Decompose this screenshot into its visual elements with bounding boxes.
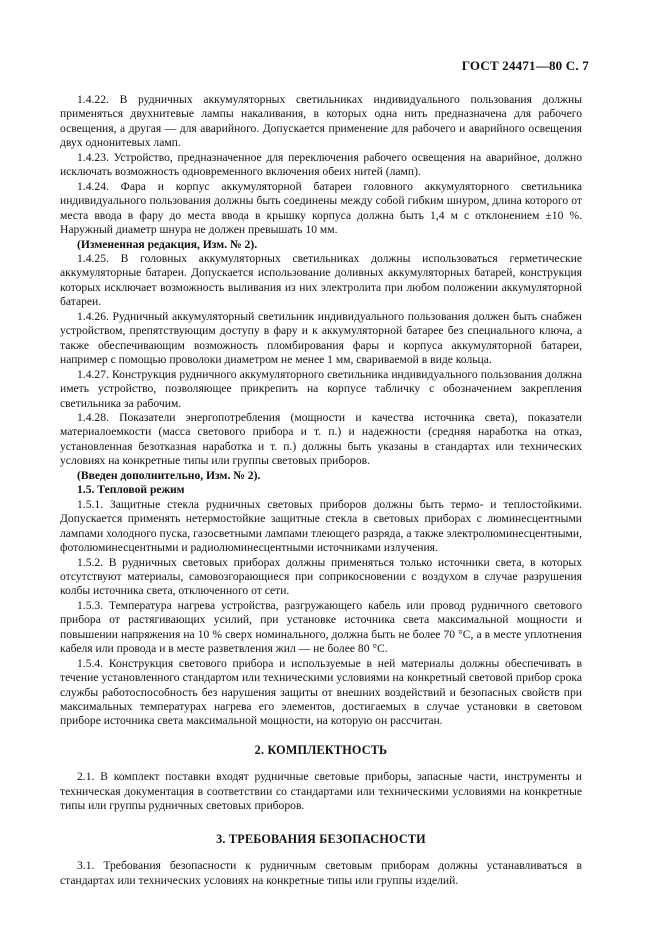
clause-paragraph: 1.4.24. Фара и корпус аккумуляторной батареи головного аккумуляторного светильника индивидуального пользования должны быть соединены между собой гибким шнуром, длина которого от места ввода в фару до места ввода в крышку корпуса должна быть 1,4 м с отклонением ±10 %. Наружный диаметр шнура не должен превышать 10 мм. bbox=[60, 179, 582, 237]
section-2-paragraph: 2.1. В комплект поставки входят рудничные световые приборы, запасные части, инструменты и техническая документация в соответствии со стандартами или техническими условиями на конкретные типы или группы рудничных световых приборов. bbox=[60, 770, 582, 813]
page-header: ГОСТ 24471—80 С. 7 bbox=[461, 58, 589, 73]
clause-paragraph: 1.4.23. Устройство, предназначенное для переключения рабочего освещения на аварийное, должно исключать возможность одновременного включения обеих нитей (ламп). bbox=[60, 150, 582, 179]
note-paragraph: (Введен дополнительно, Изм. № 2). bbox=[77, 468, 261, 482]
clause-paragraph: 1.5.2. В рудничных световых приборах должны применяться только источники света, в которых отсутствуют материалы, самовозгорающиеся при соприкосновении с воздухом в случае разрушения колбы источника света, отключенного от сети. bbox=[60, 555, 582, 598]
clause-paragraph: 1.5.3. Температура нагрева устройства, разгружающего кабель или провод рудничного светового прибора от растягивающих усилий, при установке источника света максимальной мощности и повышении напряжения на 10 % сверх номинального, должна быть не более 70 °С, а в месте уплотнения кабеля или провода и в месте разветвления жил — не более 80 °С. bbox=[60, 598, 582, 656]
clause-paragraph: 1.4.26. Рудничный аккумуляторный светильник индивидуального пользования должен быть снабжен устройством, препятствующим доступу в фару и к аккумуляторной батарее без специального ключа, а также обеспечивающим возможность пломбирования фары и корпуса аккумуляторной батареи, например с помощью проволоки диаметром не менее 1 мм, свариваемой в виде кольца. bbox=[60, 309, 582, 367]
clause-paragraph: 1.4.28. Показатели энергопотребления (мощности и качества источника света), показатели материалоемкости (масса светового прибора и т. п.) и надежности (средняя наработка на отказ, установленная безотказная наработка и т. п.) должны быть указаны в стандартах или технических условиях на конкретные типы или группы световых приборов. bbox=[60, 410, 582, 468]
paragraph-list bbox=[60, 93, 582, 729]
section-3-heading: 3. ТРЕБОВАНИЯ БЕЗОПАСНОСТИ bbox=[216, 831, 426, 846]
note-paragraph: (Измененная редакция, Изм. № 2). bbox=[77, 237, 258, 251]
section-2-heading: 2. КОМПЛЕКТНОСТЬ bbox=[254, 742, 388, 757]
clause-paragraph: 1.4.22. В рудничных аккумуляторных светильниках индивидуального пользования должны применяться двухнитевые лампы накаливания, в которых одна нить предназначена для рабочего освещения, а другая — для аварийного. Допускается применение для рабочего и аварийного освещения двух однонитевых ламп. bbox=[60, 93, 582, 150]
clause-paragraph: 1.4.25. В головных аккумуляторных светильниках должны использоваться герметические аккумуляторные батареи. Допускается использование доливных аккумуляторных батарей, конструкция которых исключает возможность выливания из них электролита при любом положении аккумуляторной батареи. bbox=[60, 251, 582, 309]
clause-paragraph: 1.4.27. Конструкция рудничного аккумуляторного светильника индивидуального пользования должна иметь устройство, позволяющее прикрепить на корпусе табличку с обозначением закрепления светильника за рабочим. bbox=[60, 367, 582, 410]
document-body bbox=[60, 93, 582, 888]
clause-paragraph: 1.5.1. Защитные стекла рудничных световых приборов должны быть термо- и теплостойкими. Допускается применять нетермостойкие защитные стекла в световых приборах с люминесцентными лампами холодного пуска, газосветными лампами тлеющего разряда, а также электролюминесцентными, фотолюминесцентными и радиолюминесцентными источниками излучения. bbox=[60, 497, 582, 555]
clause-paragraph: 1.5.4. Конструкция светового прибора и используемые в ней материалы должны обеспечивать в течение установленного стандартом или техническими условиями на конкретный световой прибор срока службы работоспособность без нарушения защиты от внешних воздействий и безопасных свойств при максимальных температурах нагрева его элементов, достигаемых в случае установки в световом приборе источника света максимальной мощности, на которую он рассчитан. bbox=[60, 656, 582, 728]
section-3-paragraph: 3.1. Требования безопасности к рудничным световым приборам должны устанавливаться в стандартах или технических условиях на конкретные типы или группы изделий. bbox=[60, 859, 582, 887]
note-paragraph: 1.5. Тепловой режим bbox=[77, 483, 185, 497]
